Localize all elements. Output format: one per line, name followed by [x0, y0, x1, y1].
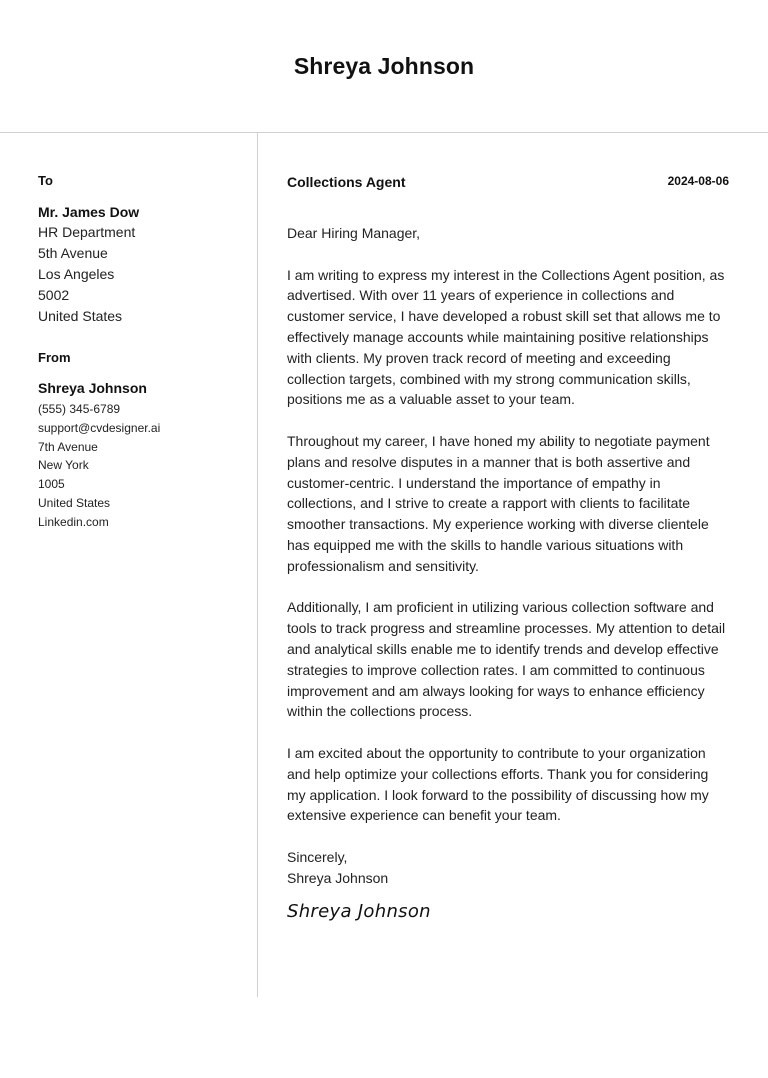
closing-phrase: Sincerely,	[287, 848, 348, 865]
recipient-address	[38, 222, 248, 327]
address-line: 5002	[38, 287, 70, 303]
job-title: Collections Agent	[287, 174, 406, 190]
email-address: support@cvdesigner.ai	[38, 420, 161, 435]
sender-name: Shreya Johnson	[38, 380, 147, 396]
paragraph: Additionally, I am proficient in utilizing various collection software and tools to track progress and streamline processes. My attention to detail and analytical skills enable me to identify trends and develop effective strategies to improve collection rates. I am committed to continuous improvement and am always looking for ways to enhance efficiency within the collections process.	[287, 599, 726, 720]
street-address: 7th Avenue	[38, 439, 98, 454]
sender-contact	[38, 400, 248, 532]
address-line: HR Department	[38, 224, 136, 240]
city: New York	[38, 458, 89, 473]
page-header	[0, 0, 768, 133]
salutation: Dear Hiring Manager,	[287, 225, 421, 241]
paragraph: I am writing to express my interest in the Collections Agent position, as advertised. With over 11 years of experience in collections and customer service, I have developed a robust skill set that allows me to effectively manage accounts while maintaining positive relationships with clients. My proven track record of meeting and exceeding collection targets, combined with my strong communication skills, positions me as a valuable asset to your team.	[287, 266, 725, 408]
paragraph: I am excited about the opportunity to contribute to your organization and help optimize your collections efforts. Thank you for considering my application. I look forward to the possibility of discussing how my extensive experience can benefit your team.	[287, 744, 709, 824]
from-label: From	[38, 350, 71, 365]
letter-topline	[287, 172, 729, 192]
column-divider	[257, 133, 258, 997]
address-line: United States	[38, 308, 123, 324]
sidebar	[38, 172, 248, 532]
letter-date: 2024-08-06	[667, 174, 729, 188]
country: United States	[38, 495, 111, 510]
address-line: Los Angeles	[38, 266, 115, 282]
paragraph: Throughout my career, I have honed my ability to negotiate payment plans and resolve disputes in a manner that is both assertive and customer-centric. I understand the importance of empathy in collections, and I strive to create a rapport with clients to facilitate smoother transactions. My experience working with diverse clientele has equipped me with the skills to handle various situations with professionalism and sensitivity.	[287, 432, 710, 574]
closing-name: Shreya Johnson	[287, 869, 389, 886]
to-label: To	[38, 173, 53, 188]
linkedin: Linkedin.com	[38, 514, 109, 529]
phone-number: (555) 345-6789	[38, 402, 121, 416]
signature: Shreya Johnson	[287, 900, 431, 922]
letter-body	[287, 172, 729, 922]
postal-code: 1005	[38, 477, 65, 492]
recipient-name: Mr. James Dow	[38, 204, 140, 220]
page-title: Shreya Johnson	[293, 53, 475, 79]
closing	[287, 847, 729, 889]
address-line: 5th Avenue	[38, 245, 108, 261]
